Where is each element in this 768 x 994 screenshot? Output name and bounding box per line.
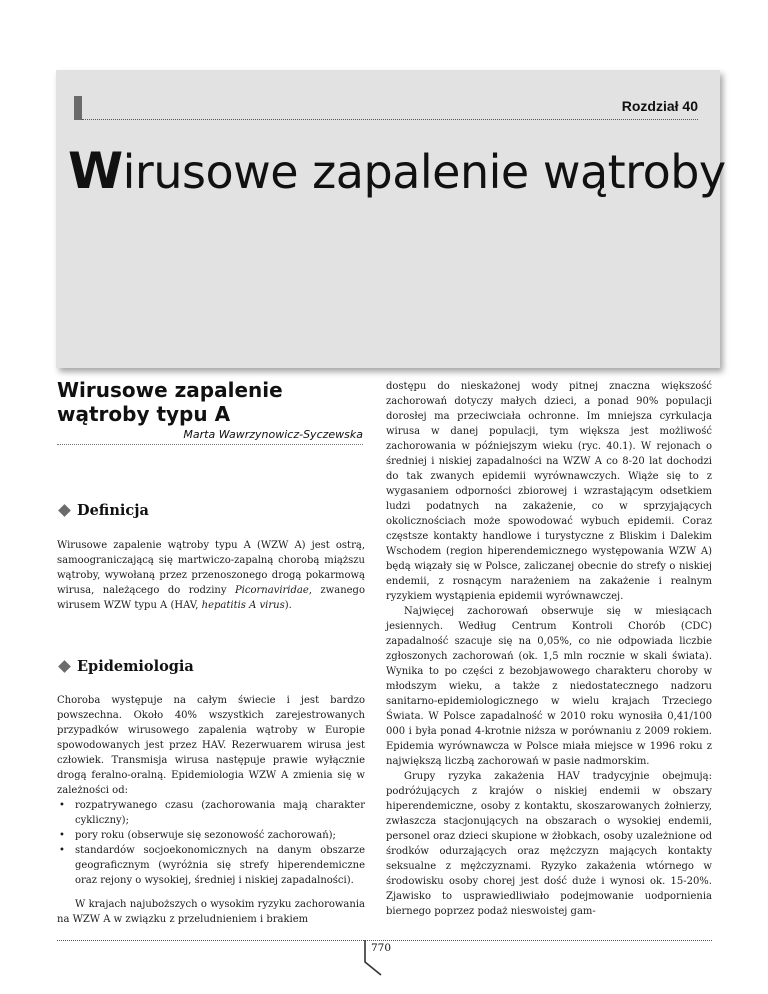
heading-epidemiologia bbox=[57, 658, 194, 675]
definicja-text-c: ). bbox=[284, 600, 292, 611]
definicja-italic-family: Picornaviridae bbox=[234, 585, 309, 596]
definicja-text-b: , zwanego wirusem WZW typu A (HAV, bbox=[57, 585, 365, 611]
diamond-bullet-icon bbox=[58, 660, 71, 673]
definicja-paragraph bbox=[57, 538, 365, 613]
definicja-italic-virus: hepatitis A virus bbox=[201, 600, 285, 611]
heading-definicja-text: Definicja bbox=[77, 502, 149, 519]
section-title bbox=[57, 378, 337, 426]
chapter-header-panel bbox=[56, 70, 726, 368]
definicja-text-a: Wirusowe zapalenie wątroby typu A (WZW A) jest ostrą, samoograniczającą się martwiczo-zapalną chorobą miąższu wątroby, wywołaną przez przenoszonego drogą pokarmową wirusa, należącego do rodziny bbox=[57, 540, 365, 596]
right-paragraph-3: Grupy ryzyka zakażenia HAV tradycyjnie obejmują: podróżujących z krajów o niskiej endemii w obszary hiperendemiczne, osoby z kontaktu, skoszarowanych żołnierzy, zwłaszcza stacjonujących na obszarach o wysokiej endemii, personel oraz dzieci skupione w żłobkach, osoby uzależnione od środków odurzających oraz mężczyzn mających kontakty seksualne z mężczyznami. Ryzyko zakażenia wtórnego w środowisku osoby chorej jest dość duże i wynosi ok. 15-20%. Zjawisko to usprawiedliwiało podejmowanie uodpornienia biernego poprzez podaż nieswoistej gam- bbox=[386, 771, 712, 917]
header-dotted-rule bbox=[82, 119, 698, 120]
right-paragraph-2: Najwięcej zachorowań obserwuje się w miesiącach jesiennych. Według Centrum Kontroli Chorób (CDC) zapadalność szacuje się na 0,05%, co nie odpowiada liczbie zgłoszonych zachorowań (ok. 1,5 mln rocznie w skali świata). Wynika to po części z bezobjawowego charakteru choroby w młodszym wieku, a także z niedostatecznego nadzoru sanitarno-epidemiologicznego w wielu krajach Trzeciego Świata. W Polsce zapadalność w 2010 roku wynosiła 0,41/100 000 i była ponad 4-krotnie niższa w porównaniu z 2009 rokiem. Epidemia wyrównawcza w Polsce miała miejsce w 1996 roku z największą liczbą zachorowań w pasie nadmorskim. bbox=[386, 606, 712, 767]
author-dotted-rule bbox=[57, 444, 363, 445]
chapter-title-rest: irusowe zapalenie wątroby bbox=[122, 145, 726, 199]
chapter-title bbox=[68, 142, 726, 200]
epidemiologia-bullet-list bbox=[57, 798, 365, 888]
heading-definicja bbox=[57, 502, 149, 519]
chapter-label: Rozdział 40 bbox=[621, 98, 698, 114]
heading-epidemiologia-text: Epidemiologia bbox=[77, 658, 194, 675]
section-title-line2: wątroby typu A bbox=[57, 402, 231, 426]
chapter-title-initial: W bbox=[68, 142, 123, 200]
epidemiologia-column bbox=[57, 693, 365, 888]
list-item: • standardów socjoekonomicznych na danym obszarze geograficznym (wyróżnia się strefy hiperendemiczne oraz rejony o wysokiej, średniej i niskiej zapadalności). bbox=[57, 843, 365, 888]
diamond-bullet-icon bbox=[58, 504, 71, 517]
epidemiologia-intro: Choroba występuje na całym świecie i jest bardzo powszechna. Około 40% wszystkich zarejestrowanych przypadków wirusowego zapalenia wątroby w Europie spowodowanych jest przez HAV. Rezerwuarem wirusa jest człowiek. Transmisja wirusa następuje prawie wyłącznie drogą feralno-oralną. Epidemiologia WZW A zmienia się w zależności od: bbox=[57, 695, 365, 796]
section-title-line1: Wirusowe zapalenie bbox=[57, 378, 283, 402]
right-column bbox=[386, 379, 712, 919]
chapter-marker-bar bbox=[74, 96, 82, 120]
right-paragraph-1: dostępu do nieskażonej wody pitnej znaczna większość zachorowań dotyczy małych dzieci, a ponad 90% populacji dorosłej ma przeciwciała ochronne. Im mniejsza cyrkulacja wirusa w danej populacji, tym większa jest możliwość zachorowania w późniejszym wieku (ryc. 40.1). W rejonach o średniej i niskiej zapadalności na WZW A co 8-20 lat dochodzi do tak zwanych epidemii wyrównawczych. Wiąże się to z wygasaniem odporności zbiorowej i wzrastającym odsetkiem ludzi podatnych na zakażenie, co w sprzyjających okolicznościach może spowodować wybuch epidemii. Coraz częstsze kontakty handlowe i turystyczne z Bliskim i Dalekim Wschodem (region hiperendemicznego występowania WZW A) będą wiązały się w Polsce, zaliczanej obecnie do strefy o niskiej endemii, z rosnącym narażeniem na zakażenie i realnym ryzykiem wystąpienia epidemii wyrównawczej. bbox=[386, 381, 712, 602]
list-item: • pory roku (obserwuje się sezonowość zachorowań); bbox=[57, 828, 365, 843]
list-item: • rozpatrywanego czasu (zachorowania mają charakter cykliczny); bbox=[57, 798, 365, 828]
author-name: Marta Wawrzynowicz-Syczewska bbox=[183, 428, 363, 441]
epidemiologia-paragraph-2 bbox=[57, 897, 365, 927]
epidemiologia-para2-text: W krajach najuboższych o wysokim ryzyku zachorowania na WZW A w związku z przeludnieniem i brakiem bbox=[57, 899, 365, 925]
page-number: 770 bbox=[371, 942, 392, 954]
